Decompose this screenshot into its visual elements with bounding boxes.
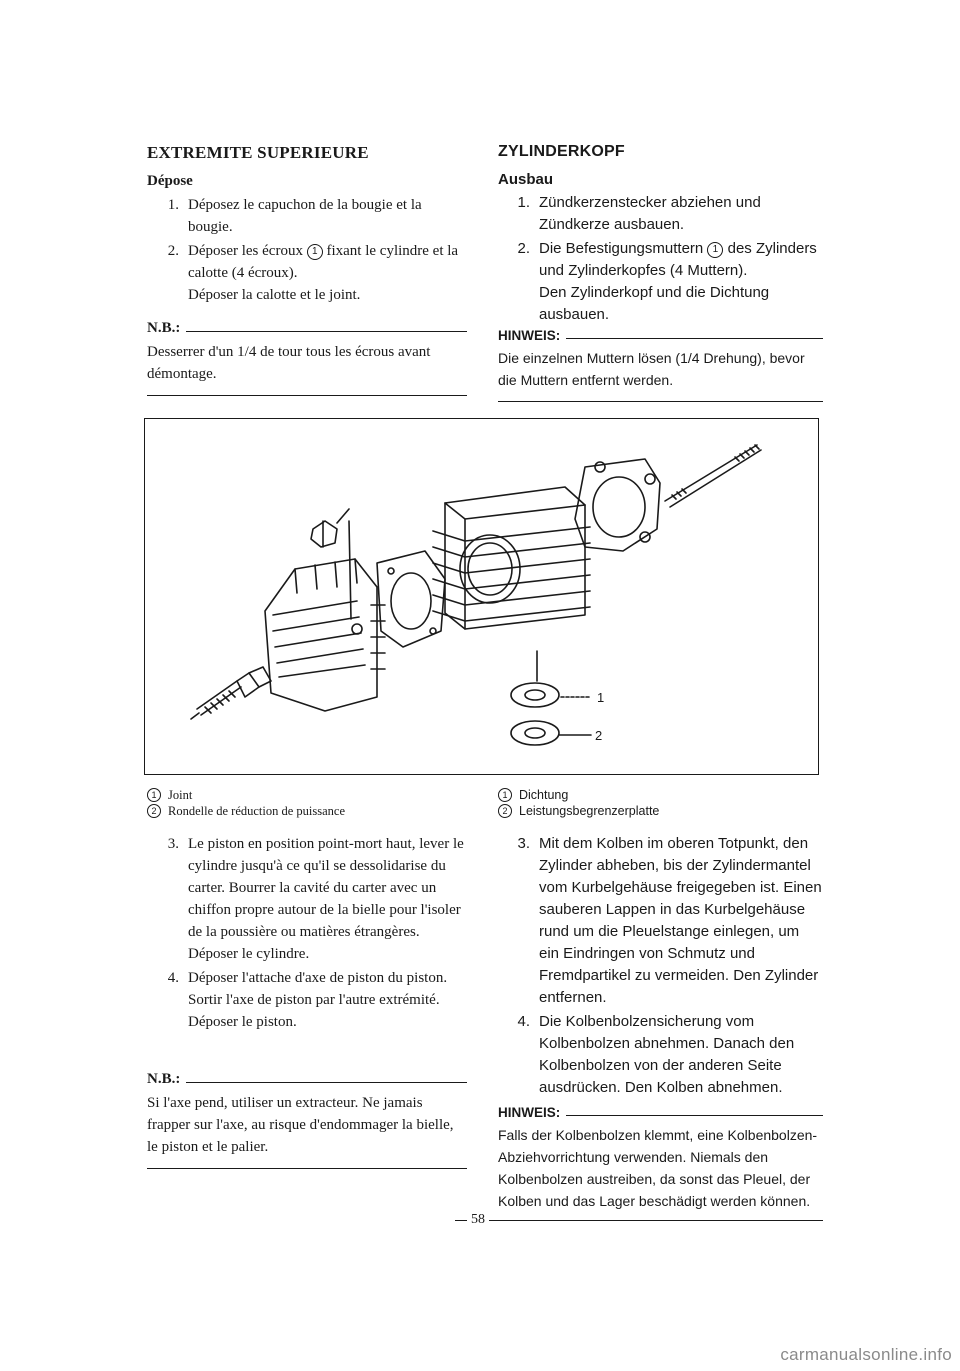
ring-gasket-part-1 <box>511 651 591 707</box>
french-column-bottom <box>147 787 467 1169</box>
step-item <box>147 240 467 306</box>
reference-number-1: 1 <box>707 242 723 258</box>
note-text-fr: Si l'axe pend, utiliser un extracteur. Ne jamais frapper sur l'axe, au risque d'endommager la bielle, le piston et le palier. <box>147 1095 454 1155</box>
exploded-view-figure <box>144 418 819 775</box>
german-column-bottom <box>498 787 823 1212</box>
step-text: Mit dem Kolben im oberen Totpunkt, den Zylinder abheben, bis der Zylindermantel vom Kurbelgehäuse freigegeben ist. Einen sauberen Lappen in das Kurbelgehäuse rund um die Pleuelstange einlegen, um ein Eindringen von Schmutz und Fremdpartikel zu vermeiden. Den Zylinder entfernen. <box>539 835 822 1006</box>
figure-legend-de <box>498 787 823 819</box>
figure-legend-fr <box>147 787 467 819</box>
steps-list-de-bottom <box>498 833 823 1099</box>
note-header-de: HINWEIS: <box>498 328 823 343</box>
base-gasket <box>575 459 660 551</box>
step-number: 1. <box>517 194 530 211</box>
step-number: 4. <box>517 1013 530 1030</box>
step-number: 2. <box>167 243 179 259</box>
step-item <box>498 1011 823 1099</box>
watermark-text: carmanualsonline.info <box>780 1345 952 1364</box>
note-divider <box>147 1168 467 1169</box>
note-divider <box>498 401 823 402</box>
step-number: 4. <box>167 970 179 986</box>
note-header-fr: N.B.: <box>147 1071 467 1088</box>
subheading-fr: Dépose <box>147 173 193 189</box>
step-text: Déposez le capuchon de la bougie et la bougie. <box>188 197 422 235</box>
spark-plug <box>191 667 271 719</box>
note-text-de: Die einzelnen Muttern lösen (1/4 Drehung), bevor die Muttern entfernt werden. <box>498 350 805 388</box>
step-item <box>498 192 823 236</box>
step-number: 3. <box>517 835 530 852</box>
reference-number-1: 1 <box>307 244 323 260</box>
cylinder-head <box>265 559 385 711</box>
cylinder-head-illustration <box>145 419 817 773</box>
section-heading-fr: EXTREMITE SUPERIEURE <box>147 143 369 162</box>
step-item <box>498 833 823 1009</box>
steps-list-fr-bottom <box>147 833 467 1033</box>
steps-list-fr-top <box>147 194 467 306</box>
step-item <box>147 194 467 238</box>
step-number: 2. <box>517 240 530 257</box>
step-text: Le piston en position point-mort haut, lever le cylindre jusqu'à ce qu'il se dessolidarise du carter. Bourrer la cavité du carter avec un chiffon propre autour de la bielle pour l'isoler de la poussière ou matières étrangères. Déposer le cylindre. <box>188 836 464 962</box>
step-text: Die Kolbenbolzensicherung vom Kolbenbolzen abnehmen. Danach den Kolbenbolzen von der anderen Seite ausdrücken. Den Kolben abnehmen. <box>539 1013 795 1096</box>
german-column-top <box>498 143 823 402</box>
stud-bolt <box>665 445 761 507</box>
callout-2: 2 <box>595 728 603 743</box>
french-column-top <box>147 143 467 396</box>
callout-1: 1 <box>597 690 605 705</box>
legend-item: 1 Joint <box>147 787 467 803</box>
note-divider <box>147 395 467 396</box>
legend-item: 1 Dichtung <box>498 787 823 803</box>
note-text-fr: Desserrer d'un 1/4 de tour tous les écrous avant démontage. <box>147 344 431 382</box>
step-text: Déposer l'attache d'axe de piston du piston. Sortir l'axe de piston par l'autre extrémité. Déposer le piston. <box>188 970 448 1030</box>
note-text-de: Falls der Kolbenbolzen klemmt, eine Kolbenbolzen-Abziehvorrichtung verwenden. Niemals den Kolbenbolzen austreiben, da sonst das Pleuel, der Kolben und das Lager beschädigt werden können. <box>498 1127 818 1209</box>
note-header-de: HINWEIS: <box>498 1105 823 1120</box>
step-number: 3. <box>167 836 179 852</box>
step-text: Zündkerzenstecker abziehen und Zündkerze ausbauen. <box>539 194 761 233</box>
head-gasket <box>377 551 445 647</box>
step-item <box>147 833 467 965</box>
step-item <box>147 967 467 1033</box>
step-text: Die Befestigungsmuttern 1 des Zylinders und Zylinderkopfes (4 Muttern). Den Zylinderkopf und die Dichtung ausbauen. <box>539 240 817 323</box>
steps-list-de-top <box>498 192 823 326</box>
page-number: 58 <box>471 1212 485 1227</box>
restrictor-plate-part-2 <box>511 721 591 745</box>
note-header-fr: N.B.: <box>147 320 467 337</box>
legend-item: 2 Leistungsbegrenzerplatte <box>498 803 823 819</box>
step-item <box>498 238 823 326</box>
subheading-de: Ausbau <box>498 171 554 188</box>
cylinder-body <box>433 487 590 629</box>
section-heading-de: ZYLINDERKOPF <box>498 143 625 160</box>
step-number: 1. <box>167 197 179 213</box>
page-footer <box>455 1212 823 1228</box>
legend-item: 2 Rondelle de réduction de puissance <box>147 803 467 819</box>
step-text: Déposer les écroux 1 fixant le cylindre et la calotte (4 écroux). Déposer la calotte et le joint. <box>188 243 459 303</box>
